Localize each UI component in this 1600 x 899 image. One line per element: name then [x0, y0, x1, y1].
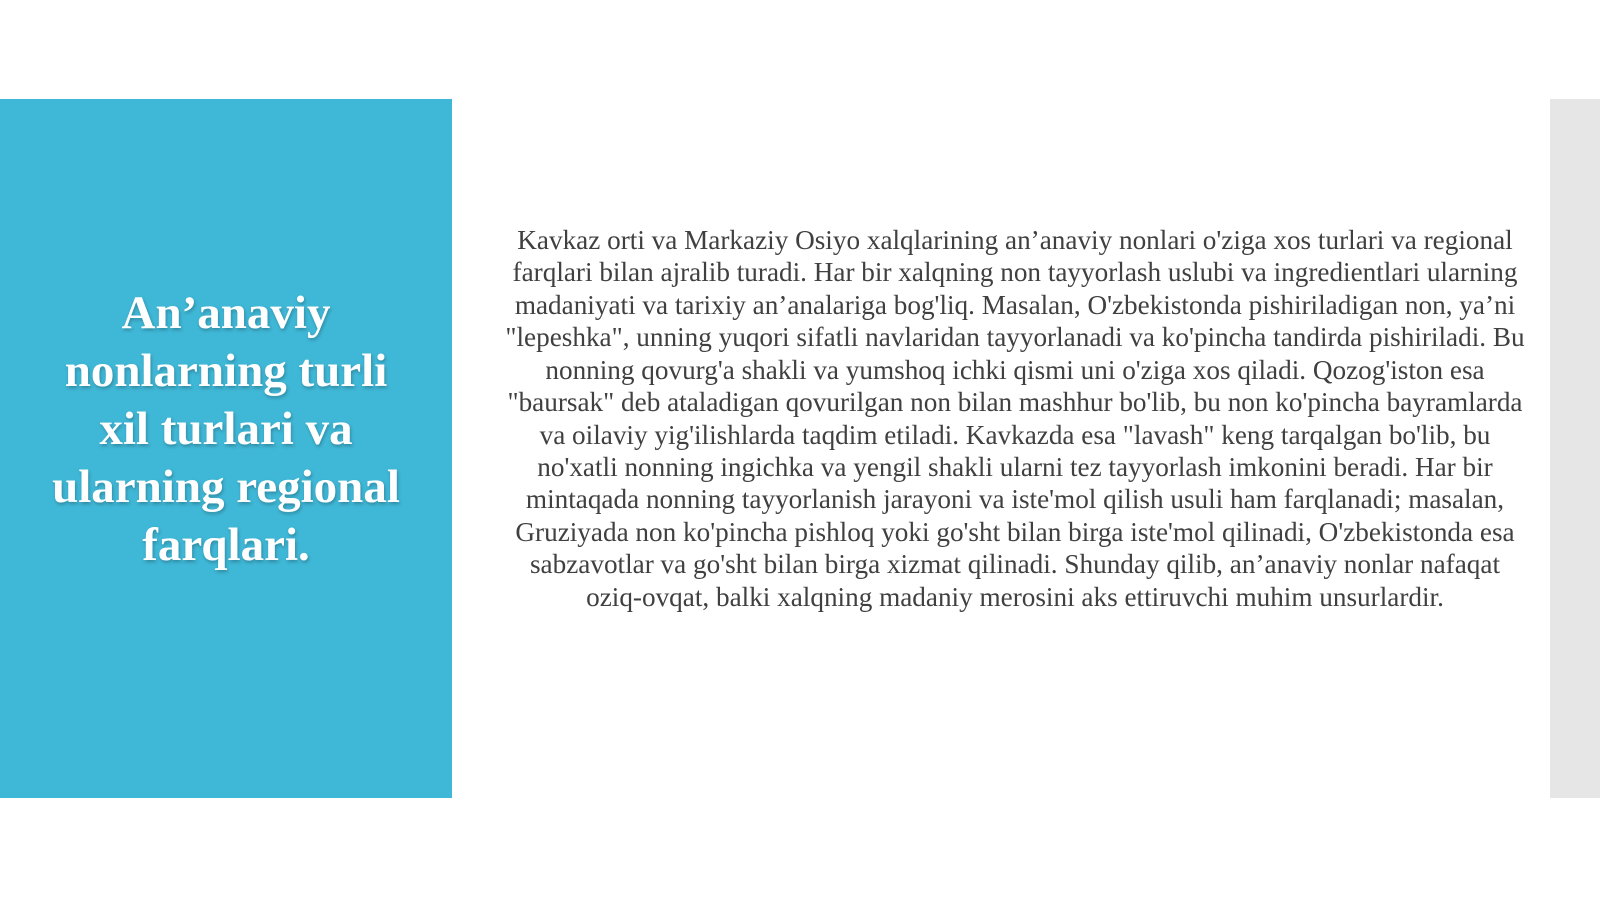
right-accent-strip — [1550, 99, 1600, 798]
slide-body-text: Kavkaz orti va Markaziy Osiyo xalqlarining an’anaviy nonlari o'ziga xos turlari va regional farqlari bilan ajralib turadi. Har bir xalqning non tayyorlash uslubi va ingredientlari ularning madaniyati va tarixiy an’analariga bog'liq. Masalan, O'zbekistonda pishiriladigan non, ya’ni "lepeshka", unning yuqori sifatli navlaridan tayyorlanadi va ko'pincha tandirda pishiriladi. Bu nonning qovurg'a shakli va yumshoq ichki qismi uni o'ziga xos qiladi. Qozog'iston esa "baursak" deb ataladigan qovurilgan non bilan mashhur bo'lib, bu non ko'pincha bayramlarda va oilaviy yig'ilishlarda taqdim etiladi. Kavkazda esa "lavash" keng tarqalgan bo'lib, bu no'xatli nonning ingichka va yengil shakli ularni tez tayyorlash imkonini beradi. Har bir mintaqada nonning tayyorlanish jarayoni va iste'mol qilish usuli ham farqlanadi; masalan, Gruziyada non ko'pincha pishloq yoki go'sht bilan birga iste'mol qilinadi, O'zbekistonda esa sabzavotlar va go'sht bilan birga xizmat qilinadi. Shunday qilib, an’anaviy nonlar nafaqat oziq-ovqat, balki xalqning madaniy merosini aks ettiruvchi muhim unsurlardir. — [505, 225, 1525, 612]
slide-title: An’anaviy nonlarning turli xil turlari va ularning regional farqlari. — [52, 286, 400, 571]
body-area — [500, 99, 1530, 798]
title-panel — [0, 99, 452, 798]
